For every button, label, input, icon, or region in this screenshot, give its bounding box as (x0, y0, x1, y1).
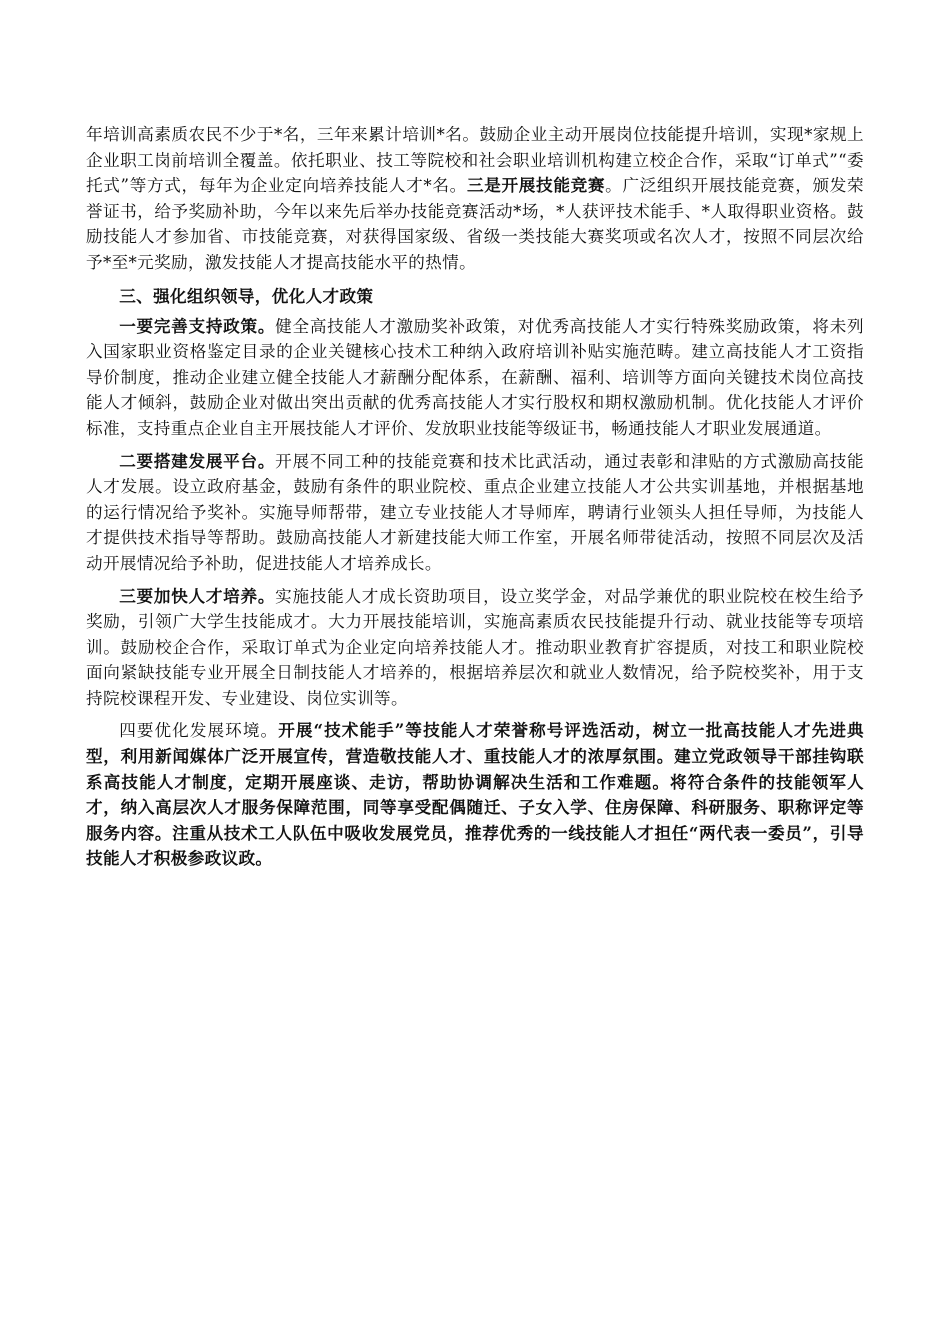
paragraph-text: 。广泛组织开展技能竞赛，颁发荣誉证书，给予奖励补助，今年以来先后举办技能竞赛活动*场，*人获评技术能手、*人取得职业资格。鼓励技能人才参加省、市技能竞赛，对获得国家级、省级一类技能大赛奖项或名次人才，按照不同层次给予*至*元奖励，激发技能人才提高技能水平的热情。 (86, 176, 864, 272)
bold-lead-skill-competition: 三是开展技能竞赛 (466, 175, 606, 196)
paragraph-environment (86, 718, 864, 872)
paragraph-text: 开展不同工种的技能竞赛和技术比武活动，通过表彰和津贴的方式激励高技能人才发展。设立政府基金，鼓励有条件的职业院校、重点企业建立技能人才公共实训基地，并根据基地的运行情况给予奖补。实施导师帮带，建立专业技能人才导师库，聘请行业领头人担任导师，为技能人才提供技术指导等帮助。鼓励高技能人才新建技能大师工作室，开展名师带徒活动，按照不同层次及活动开展情况给予补助，促进技能人才培养成长。 (86, 451, 864, 573)
document-page (86, 122, 864, 879)
paragraph-development-platform (86, 449, 864, 577)
paragraph-text: 年培训高素质农民不少于*名，三年来累计培训*名。鼓励企业主动开展岗位技能提升培训，实现*家规上企业职工岗前培训全覆盖。依托职业、技工等院校和社会职业培训机构建立校企合作，采取“订单式”“委托式”等方式，每年为企业定向培养技能人才*名。 (86, 125, 864, 196)
bold-lead-development-platform: 二要搭建发展平台。 (119, 450, 276, 471)
bold-lead-talent-cultivation: 三要加快人才培养。 (119, 585, 276, 606)
section-heading-3: 三、强化组织领导，优化人才政策 (119, 285, 374, 306)
paragraph-text: 实施技能人才成长资助项目，设立奖学金，对品学兼优的职业院校在校生给予奖励，引领广大学生技能成才。大力开展技能培训，实施高素质农民技能提升行动、就业技能等专项培训。鼓励校企合作，采取订单式为企业定向培养技能人才。推动职业教育扩容提质，对技工和职业院校面向紧缺技能专业开展全日制技能人才培养的，根据培养层次和就业人数情况，给予院校奖补，用于支持院校课程开发、专业建设、岗位实训等。 (86, 586, 864, 708)
paragraph-training-and-competition (86, 122, 864, 276)
paragraph-text: 健全高技能人才激励奖补政策，对优秀高技能人才实行特殊奖励政策，将未列入国家职业资格鉴定目录的企业关键核心技术工种纳入政府培训补贴实施范畴。建立高技能人才工资指导价制度，推动企业建立健全技能人才薪酬分配体系，在薪酬、福利、培训等方面向关键技术岗位高技能人才倾斜，鼓励企业对做出突出贡献的优秀高技能人才实行股权和期权激励机制。优化技能人才评价标准，支持重点企业自主开展技能人才评价、发放职业技能等级证书，畅通技能人才职业发展通道。 (86, 316, 864, 438)
lead-environment: 四要优化发展环境。 (119, 721, 279, 741)
paragraph-support-policy (86, 314, 864, 442)
paragraph-talent-cultivation (86, 584, 864, 712)
bold-lead-support-policy: 一要完善支持政策。 (119, 315, 276, 336)
bold-paragraph-text: 开展“技术能手”等技能人才荣誉称号评选活动，树立一批高技能人才先进典型，利用新闻媒体广泛开展宣传，营造敬技能人才、重技能人才的浓厚氛围。建立党政领导干部挂钩联系高技能人才制度，定期开展座谈、走访，帮助协调解决生活和工作难题。将符合条件的技能领军人才，纳入高层次人才服务保障范围，同等享受配偶随迁、子女入学、住房保障、科研服务、职称评定等服务内容。注重从技术工人队伍中吸收发展党员，推荐优秀的一线技能人才担任“两代表一委员”，引导技能人才积极参政议政。 (86, 720, 864, 869)
